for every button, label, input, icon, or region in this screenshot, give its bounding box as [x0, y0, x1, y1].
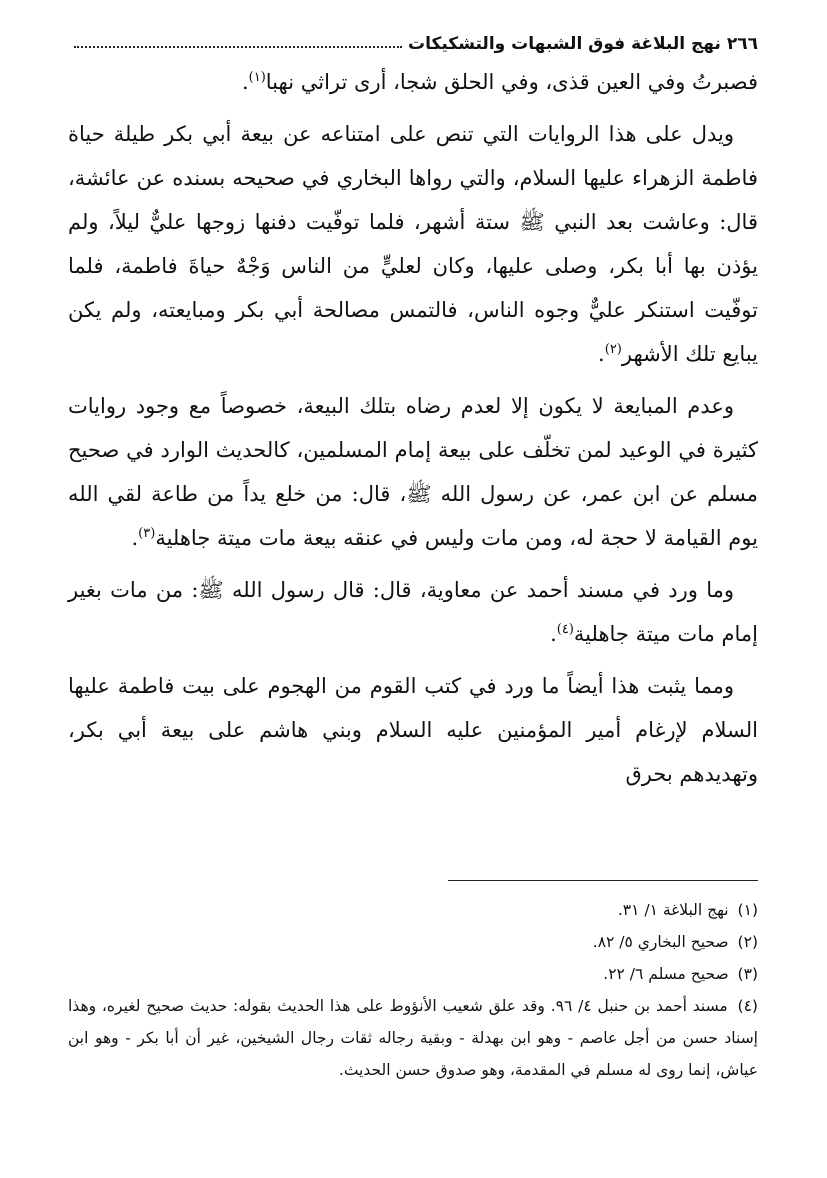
page-number: ٢٦٦: [726, 34, 758, 54]
paragraph: [68, 112, 758, 376]
paragraph: [68, 664, 758, 796]
paragraph-text: وما ورد في مسند أحمد عن معاوية، قال: قال رسول الله ﷺ: من مات بغير إمام مات ميتة جاهلية: [68, 578, 758, 646]
footnote-text: نهج البلاغة ١/ ٣١.: [617, 901, 729, 919]
footnote-ref: (١): [248, 70, 266, 85]
footnote-ref: (٤): [556, 622, 574, 637]
footnotes: [68, 894, 758, 1086]
footnote-separator: [448, 880, 758, 881]
paragraph-tail: .: [241, 70, 249, 94]
footnote: [68, 958, 758, 990]
footnote-text: صحيح مسلم ٦/ ٢٢.: [603, 965, 729, 983]
footnote: [68, 926, 758, 958]
paragraph-text: وعدم المبايعة لا يكون إلا لعدم رضاه بتلك البيعة، خصوصاً مع وجود روايات كثيرة في الوعيد لمن تخلّف على بيعة إمام المسلمين، كالحديث الوارد في صحيح مسلم عن ابن عمر، عن رسول الله ﷺ، قال: من خلع يداً من طاعة لقي الله يوم القيامة لا حجة له، ومن مات وليس في عنقه بيعة مات ميتة جاهلية: [68, 394, 758, 550]
paragraph-text: فصبرتُ وفي العين قذى، وفي الحلق شجا، أرى تراثي نهبا: [265, 70, 758, 94]
footnote-number: (١): [737, 901, 758, 919]
paragraph: [68, 568, 758, 656]
footnote-ref: (٢): [604, 342, 622, 357]
footnote-text: صحيح البخاري ٥/ ٨٢.: [592, 933, 729, 951]
footnote-text: مسند أحمد بن حنبل ٤/ ٩٦. وقد علق شعيب الأنؤوط على هذا الحديث بقوله: حديث صحيح لغيره، وهذا إسناد حسن من أجل عاصم - وهو ابن بهدلة - وبقية رجاله ثقات رجال الشيخين، غير أن أبا بكر - وهو ابن عياش، إنما روى له مسلم في المقدمة، وهو صدوق حسن الحديث.: [68, 997, 758, 1079]
footnote-number: (٢): [737, 933, 758, 951]
paragraph: [68, 60, 758, 104]
paragraph-text: ومما يثبت هذا أيضاً ما ورد في كتب القوم من الهجوم على بيت فاطمة عليها السلام لإرغام أمير المؤمنين عليه السلام وبني هاشم على بيعة أبي بكر، وتهديدهم بحرق: [68, 674, 758, 786]
page-header: [68, 28, 758, 54]
paragraph-text: ويدل على هذا الروايات التي تنص على امتناعه عن بيعة أبي بكر طيلة حياة فاطمة الزهراء عليها السلام، والتي رواها البخاري في صحيحه بسنده عن عائشة، قال: وعاشت بعد النبي ﷺ ستة أشهر، فلما توفّيت دفنها زوجها عليٌّ ليلاً، ولم يؤذن بها أبا بكر، وصلى عليها، وكان لعليٍّ من الناس وَجْهٌ حياةَ فاطمة، فلما توفّيت استنكر عليٌّ وجوه الناس، فالتمس مصالحة أبي بكر ومبايعته، ولم يكن يبايع تلك الأشهر: [68, 122, 758, 366]
header-dotted-leader: [74, 46, 402, 48]
footnote: [68, 990, 758, 1086]
footnote-ref: (٣): [138, 526, 156, 541]
footnote-number: (٤): [737, 997, 758, 1015]
paragraph-tail: .: [550, 622, 557, 646]
footnote-number: (٣): [737, 965, 758, 983]
paragraph: [68, 384, 758, 560]
book-page: [68, 28, 758, 1158]
paragraph-tail: .: [598, 342, 605, 366]
paragraph-tail: .: [131, 526, 139, 550]
main-text: [68, 60, 758, 796]
running-title: نهج البلاغة فوق الشبهات والتشكيكات: [408, 34, 721, 54]
footnote: [68, 894, 758, 926]
